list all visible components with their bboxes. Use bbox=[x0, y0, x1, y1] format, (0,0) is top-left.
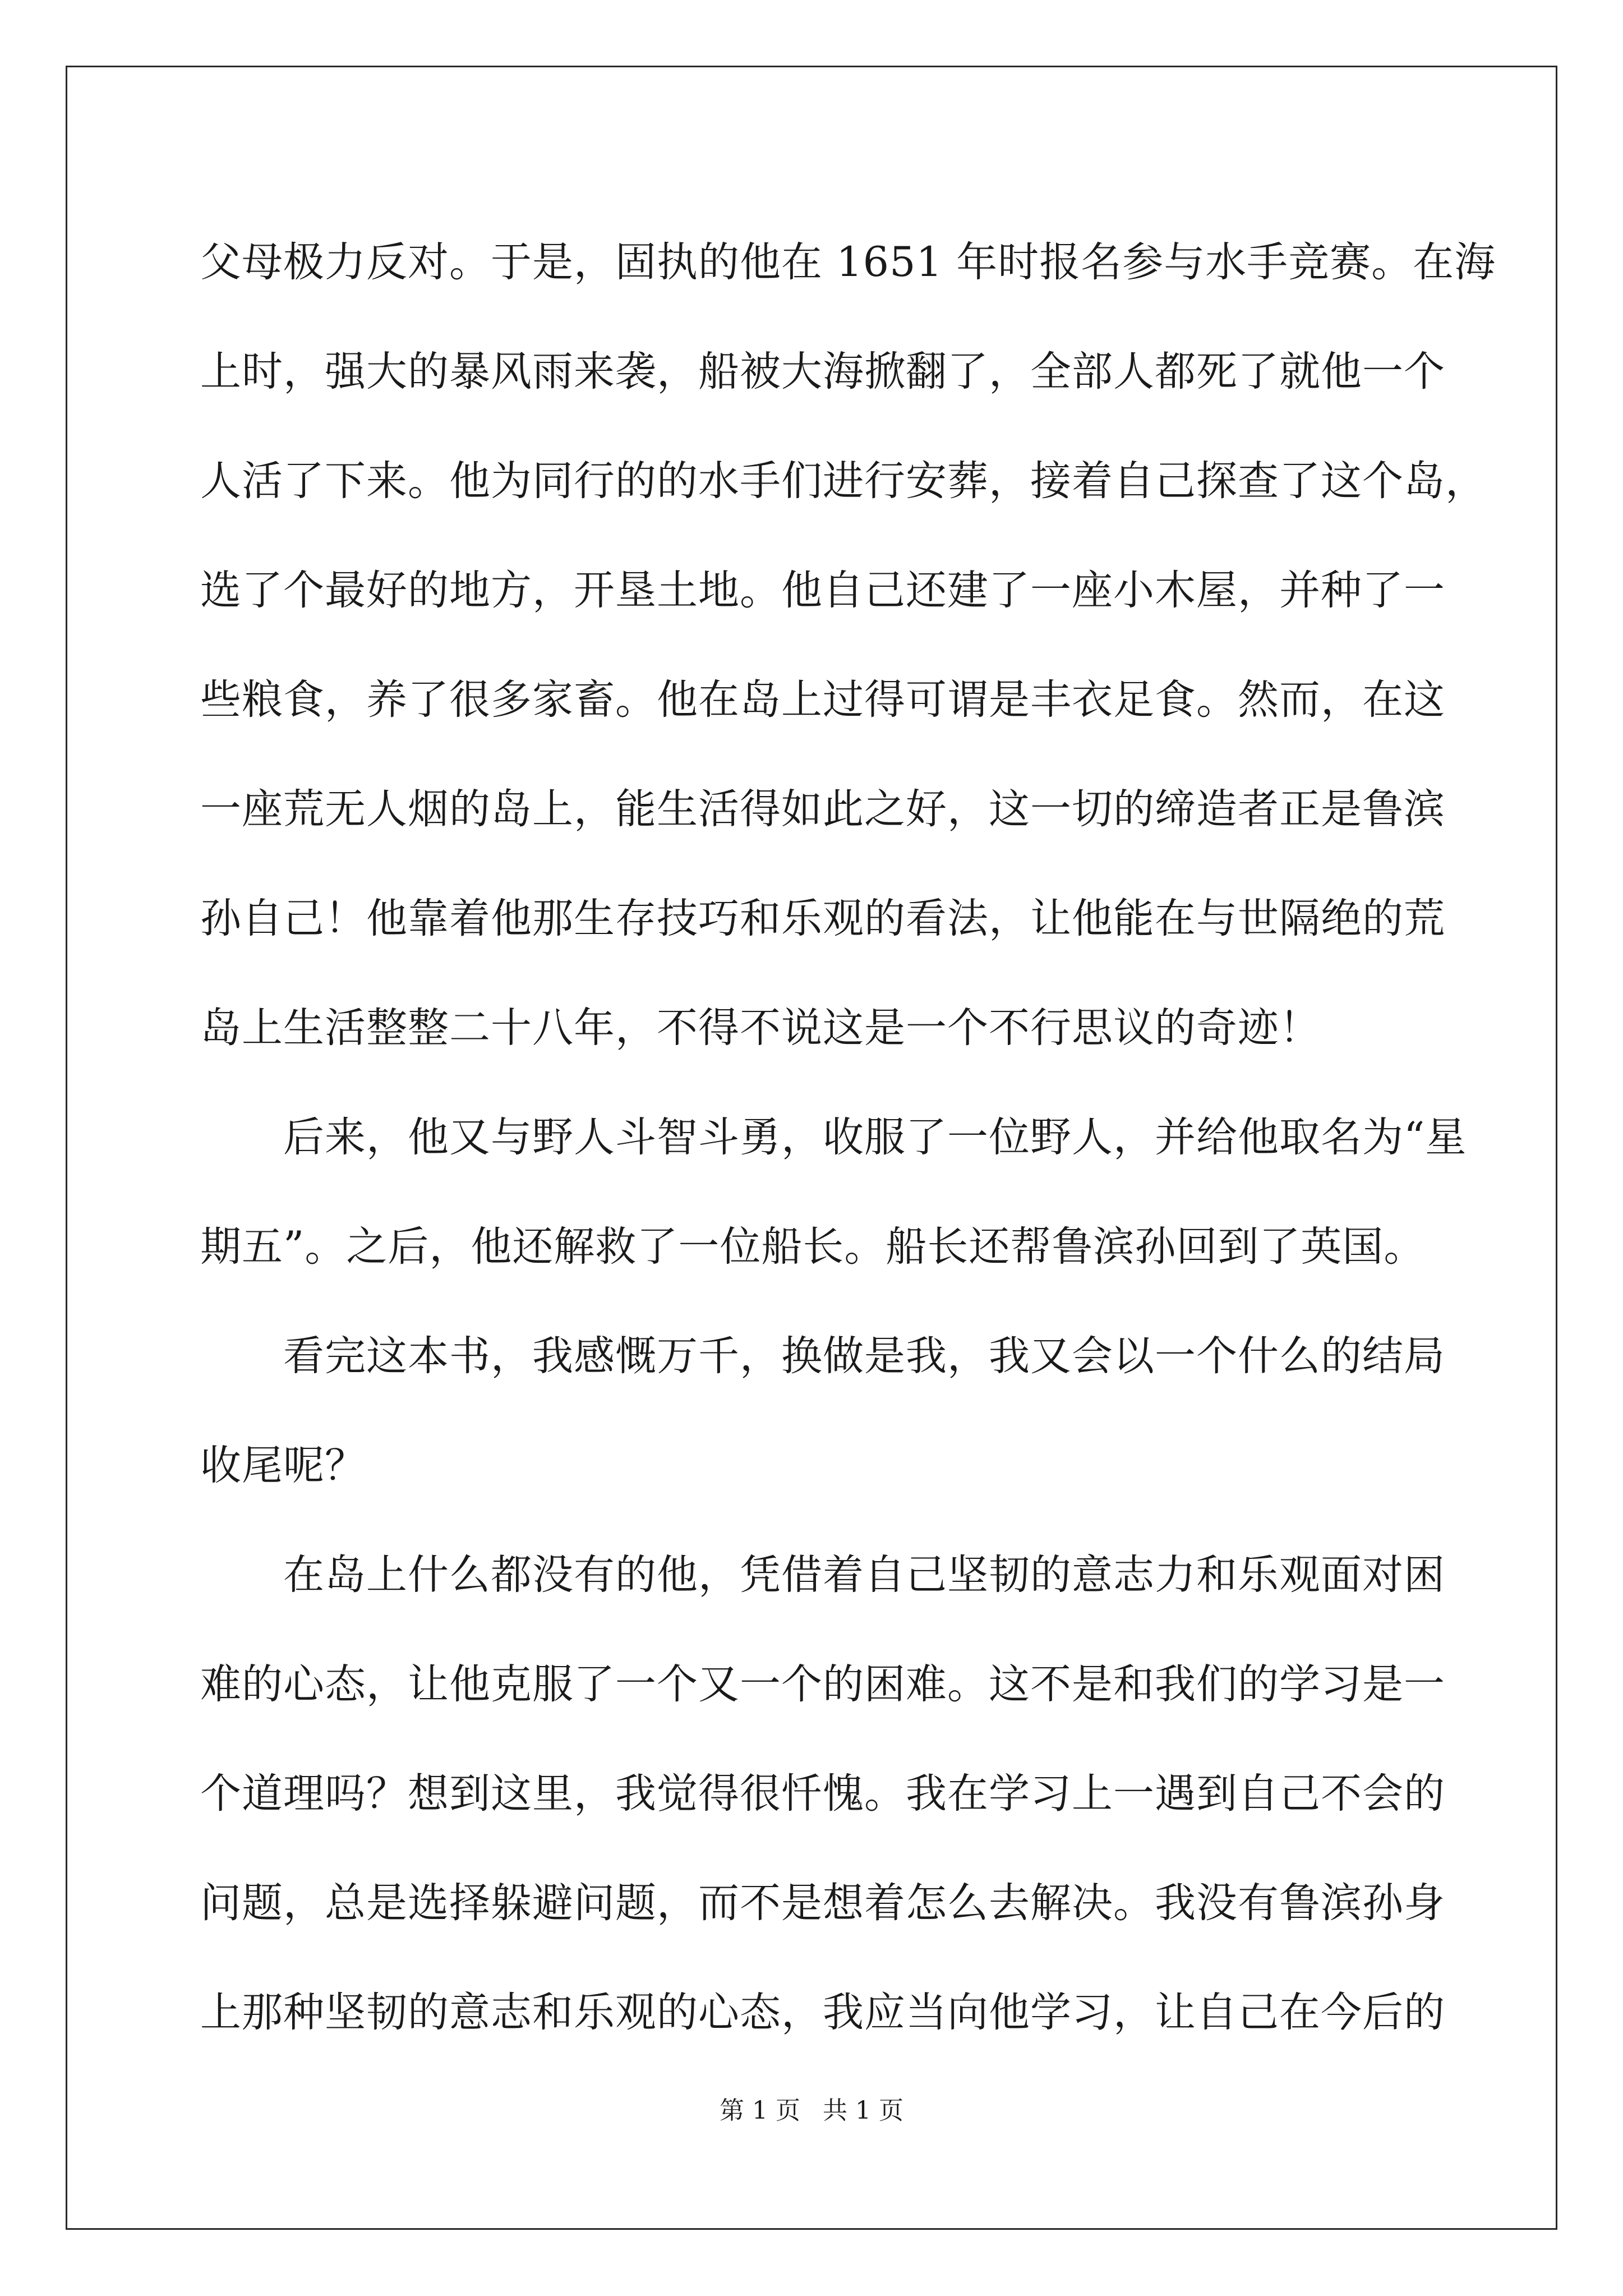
text-line: 后来，他又与野人斗智斗勇，收服了一位野人，并给他取名为“星 bbox=[200, 1114, 1467, 1161]
text-line: 父母极力反对。于是，固执的他在 1651 年时报名参与水手竞赛。在海 bbox=[200, 238, 1496, 286]
text-line: 期五”。之后，他还解救了一位船长。船长还帮鲁滨孙回到了英国。 bbox=[200, 1223, 1426, 1271]
text-line: 上时，强大的暴风雨来袭，船被大海掀翻了，全部人都死了就他一个 bbox=[200, 348, 1445, 395]
page-total: 共 1 页 bbox=[823, 2096, 903, 2125]
text-line: 个道理吗？想到这里，我觉得很忏愧。我在学习上一遇到自己不会的 bbox=[200, 1770, 1445, 1818]
text-line: 岛上生活整整二十八年，不得不说这是一个不行思议的奇迹！ bbox=[200, 1004, 1321, 1052]
text-line: 孙自己！他靠着他那生存技巧和乐观的看法，让他能在与世隔绝的荒 bbox=[200, 895, 1445, 942]
text-line: 上那种坚韧的意志和乐观的心态，我应当向他学习，让自己在今后的 bbox=[200, 1989, 1445, 2036]
text-line: 人活了下来。他为同行的的水手们进行安葬，接着自己探查了这个岛， bbox=[200, 457, 1487, 505]
text-line: 收尾呢？ bbox=[200, 1442, 366, 1489]
page-footer bbox=[0, 2094, 1623, 2128]
text-line: 看完这本书，我感慨万千，换做是我，我又会以一个什么的结局 bbox=[200, 1332, 1445, 1380]
text-line: 在岛上什么都没有的他，凭借着自己坚韧的意志力和乐观面对困 bbox=[200, 1551, 1445, 1599]
text-line: 选了个最好的地方，开垦土地。他自己还建了一座小木屋，并种了一 bbox=[200, 567, 1445, 614]
text-line: 些粮食，养了很多家畜。他在岛上过得可谓是丰衣足食。然而，在这 bbox=[200, 676, 1445, 724]
text-line: 难的心态，让他克服了一个又一个的困难。这不是和我们的学习是一 bbox=[200, 1660, 1445, 1708]
page-number: 第 1 页 bbox=[720, 2096, 800, 2125]
text-line: 问题，总是选择躲避问题，而不是想着怎么去解决。我没有鲁滨孙身 bbox=[200, 1879, 1445, 1927]
body-text bbox=[200, 208, 1496, 2067]
text-line: 一座荒无人烟的岛上，能生活得如此之好，这一切的缔造者正是鲁滨 bbox=[200, 785, 1445, 833]
